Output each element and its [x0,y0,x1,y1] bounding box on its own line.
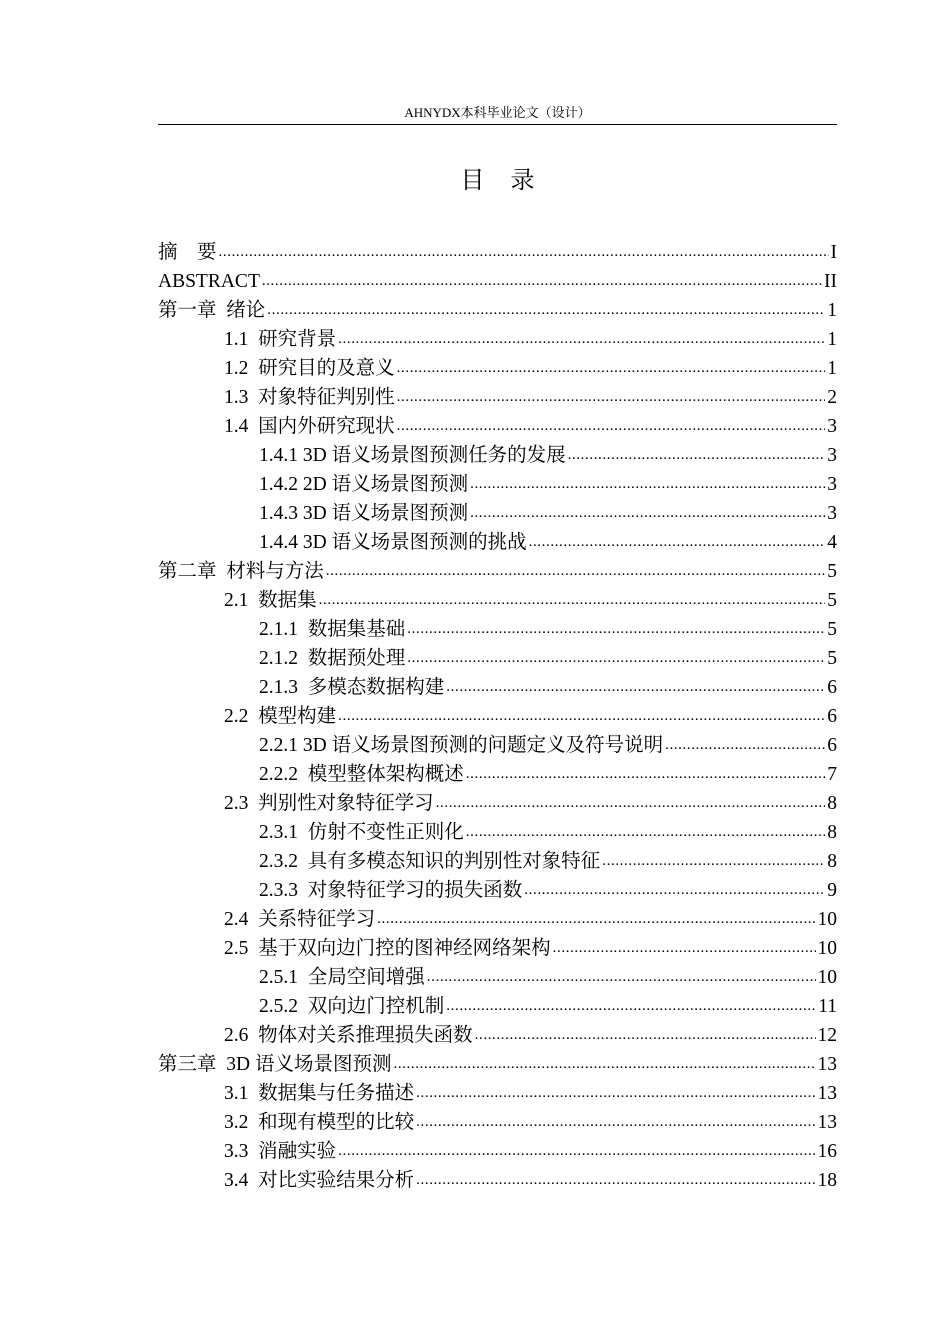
toc-leader-dots [319,589,826,611]
toc-entry-label: 1.4.2 2D 语义场景图预测 [259,474,469,495]
toc-leader-dots [436,792,826,814]
toc-entry-label: 第一章 绪论 [158,300,266,321]
toc-leader-dots [427,966,816,988]
toc-leader-dots [568,444,826,466]
toc-entry-page: 9 [827,880,837,901]
toc-entry[interactable] [158,990,837,1019]
toc-entry-page: 3 [827,474,837,495]
toc-entry-label: 第二章 材料与方法 [158,561,324,582]
toc-entry-label: 2.2 模型构建 [224,706,337,727]
toc-entry[interactable] [158,700,837,729]
toc-entry[interactable] [158,932,837,961]
toc-entry-page: 8 [827,851,837,872]
toc-entry[interactable] [158,410,837,439]
toc-leader-dots [470,473,825,495]
toc-entry[interactable] [158,758,837,787]
toc-leader-dots [338,328,825,350]
toc-entry[interactable] [158,323,837,352]
toc-leader-dots [377,908,815,930]
toc-entry-page: 2 [827,387,837,408]
toc-entry[interactable] [158,1048,837,1077]
toc-entry-label: 1.4.4 3D 语义场景图预测的挑战 [259,532,527,553]
toc-entry-page: 5 [827,648,837,669]
toc-entry-page: I [830,242,837,263]
toc-leader-dots [665,734,825,756]
toc-entry-label: 2.5 基于双向边门控的图神经网络架构 [224,938,551,959]
toc-entry-label: 3.2 和现有模型的比较 [224,1112,415,1133]
toc-leader-dots [470,502,825,524]
header-rule [158,124,837,125]
toc-entry-label: 1.4.3 3D 语义场景图预测 [259,503,469,524]
toc-entry[interactable] [158,381,837,410]
toc-entry-page: 5 [827,590,837,611]
toc-leader-dots [326,560,825,582]
toc-entry-page: 10 [817,909,837,930]
toc-leader-dots [446,995,816,1017]
toc-leader-dots [524,879,825,901]
toc-entry[interactable] [158,1077,837,1106]
toc-entry-page: 6 [827,735,837,756]
toc-entry-page: 7 [827,764,837,785]
running-header: AHNYDX本科毕业论文（设计） [404,105,591,120]
toc-entry-label: 3.1 数据集与任务描述 [224,1083,415,1104]
toc-leader-dots [416,1111,815,1133]
toc-entry[interactable] [158,439,837,468]
toc-entry-label: 2.2.2 模型整体架构概述 [259,764,464,785]
toc-entry-page: 3 [827,445,837,466]
toc-entry[interactable] [158,613,837,642]
toc-leader-dots [553,937,816,959]
toc-leader-dots [407,618,825,640]
toc-entry[interactable] [158,526,837,555]
toc-entry[interactable] [158,816,837,845]
toc-entry-page: 6 [827,677,837,698]
toc-entry-page: 8 [827,822,837,843]
toc-entry[interactable] [158,1135,837,1164]
toc-entry-label: 2.5.1 全局空间增强 [259,967,425,988]
toc-entry[interactable] [158,352,837,381]
toc-leader-dots [397,386,826,408]
toc-entry[interactable] [158,961,837,990]
toc-entry-page: 5 [827,619,837,640]
toc-entry-label: 2.1.2 数据预处理 [259,648,406,669]
toc-leader-dots [338,1140,815,1162]
toc-entry-label: 3.4 对比实验结果分析 [224,1170,415,1191]
toc-entry-label: 1.4.1 3D 语义场景图预测任务的发展 [259,445,566,466]
page-title: 目录 [460,168,561,194]
toc-entry-page: 3 [827,416,837,437]
toc-entry-label: 2.6 物体对关系推理损失函数 [224,1025,473,1046]
toc-entry-page: 8 [827,793,837,814]
toc-entry[interactable] [158,468,837,497]
toc-entry-page: 11 [818,996,837,1017]
toc-entry-page: 13 [817,1112,837,1133]
toc-entry-label: 2.3.1 仿射不变性正则化 [259,822,464,843]
toc-entry-label: 2.1 数据集 [224,590,317,611]
toc-entry-label: 3.3 消融实验 [224,1141,337,1162]
toc-leader-dots [416,1082,815,1104]
toc-entry-label: 1.3 对象特征判别性 [224,387,395,408]
toc-leader-dots [602,850,825,872]
toc-leader-dots [397,357,826,379]
toc-leader-dots [466,821,825,843]
toc-leader-dots [529,531,826,553]
toc-entry[interactable] [158,555,837,584]
toc-entry[interactable] [158,903,837,932]
toc-leader-dots [393,1053,815,1075]
toc-entry[interactable] [158,642,837,671]
toc-entry-page: 13 [817,1054,837,1075]
toc-entry-label: 1.4 国内外研究现状 [224,416,395,437]
toc-entry-label: 2.1.3 多模态数据构建 [259,677,445,698]
table-of-contents [158,236,837,1193]
toc-entry-page: 3 [827,503,837,524]
toc-entry-page: 5 [827,561,837,582]
toc-entry-label: 2.3.2 具有多模态知识的判别性对象特征 [259,851,601,872]
toc-entry[interactable] [158,265,837,294]
toc-entry-page: 10 [817,967,837,988]
toc-entry[interactable] [158,671,837,700]
toc-leader-dots [262,270,822,292]
toc-entry-label: 2.3 判别性对象特征学习 [224,793,434,814]
toc-entry-label: ABSTRACT [158,271,260,292]
toc-leader-dots [407,647,825,669]
toc-entry[interactable] [158,787,837,816]
toc-entry-label: 2.4 关系特征学习 [224,909,376,930]
toc-entry-page: 6 [827,706,837,727]
toc-entry-page: 1 [827,358,837,379]
toc-entry[interactable] [158,1106,837,1135]
toc-entry-label: 2.1.1 数据集基础 [259,619,406,640]
toc-entry-page: 18 [817,1170,837,1191]
toc-leader-dots [219,241,829,263]
toc-entry-page: II [824,271,837,292]
toc-entry-page: 1 [827,300,837,321]
toc-leader-dots [446,676,825,698]
toc-entry-label: 2.5.2 双向边门控机制 [259,996,445,1017]
toc-entry[interactable] [158,1164,837,1193]
toc-entry[interactable] [158,874,837,903]
toc-leader-dots [397,415,826,437]
toc-entry[interactable] [158,584,837,613]
toc-leader-dots [475,1024,816,1046]
toc-entry-label: 1.2 研究目的及意义 [224,358,395,379]
toc-entry-label: 2.2.1 3D 语义场景图预测的问题定义及符号说明 [259,735,664,756]
toc-entry-page: 12 [817,1025,837,1046]
toc-entry-label: 1.1 研究背景 [224,329,337,350]
toc-entry-label: 2.3.3 对象特征学习的损失函数 [259,880,523,901]
toc-entry[interactable] [158,236,837,265]
toc-leader-dots [338,705,825,727]
toc-entry-page: 13 [817,1083,837,1104]
toc-leader-dots [466,763,825,785]
toc-entry-label: 摘 要 [158,242,217,263]
toc-entry-label: 第三章 3D 语义场景图预测 [158,1054,392,1075]
toc-leader-dots [267,299,825,321]
toc-entry-page: 4 [827,532,837,553]
toc-entry[interactable] [158,294,837,323]
toc-entry-page: 1 [827,329,837,350]
toc-entry[interactable] [158,1019,837,1048]
toc-entry[interactable] [158,729,837,758]
toc-entry-page: 16 [817,1141,837,1162]
toc-entry-page: 10 [817,938,837,959]
toc-entry[interactable] [158,845,837,874]
toc-leader-dots [416,1169,815,1191]
toc-entry[interactable] [158,497,837,526]
